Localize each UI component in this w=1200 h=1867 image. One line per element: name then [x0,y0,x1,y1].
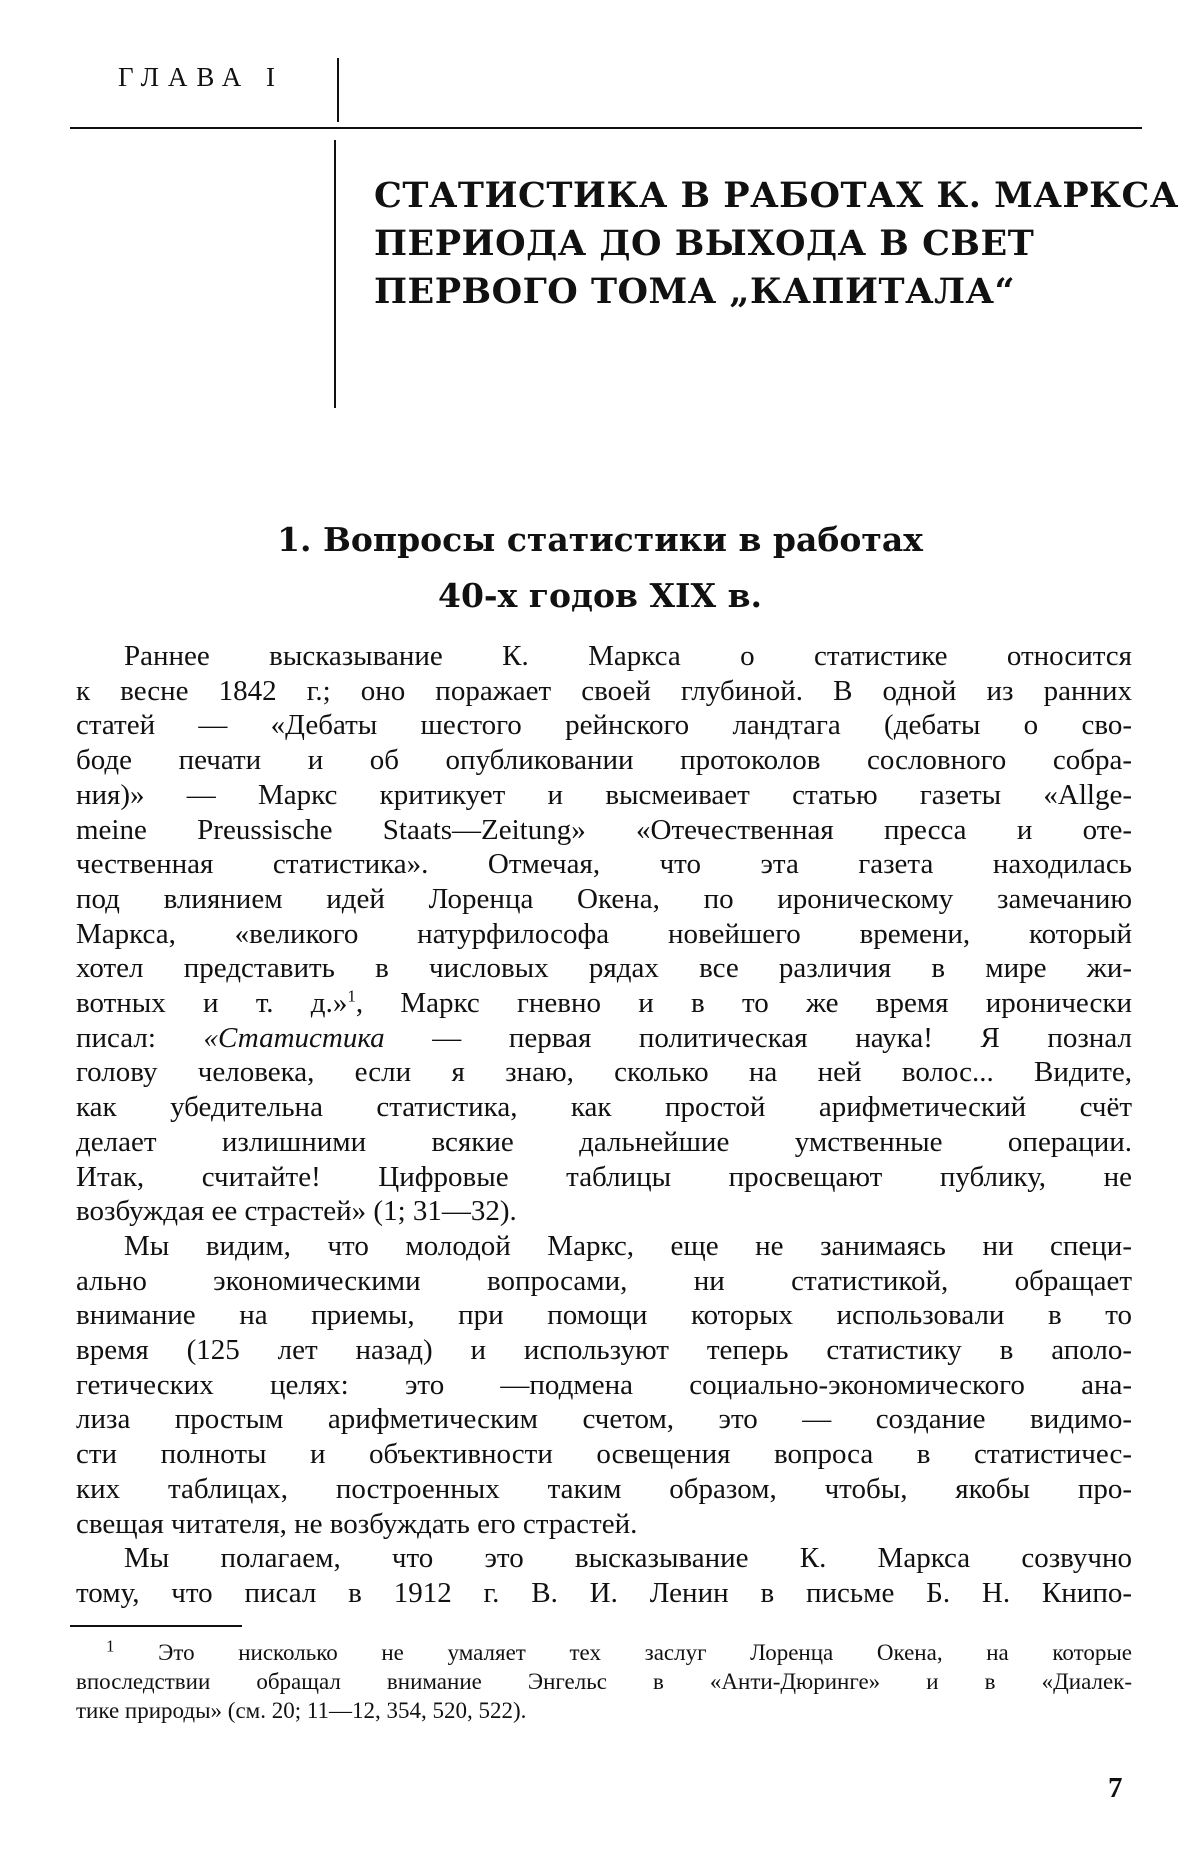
header-horizontal-rule [70,127,1142,129]
body-line-text: вотных и т. д.» [76,987,348,1020]
body-line: сти полноты и объективности освещения вопроса в статистичес- [76,1438,1132,1471]
body-line: ких таблицах, построенных таким образом, чтобы, якобы про- [76,1472,1132,1505]
body-line: время (125 лет назад) и используют теперь статистику в аполо- [76,1334,1132,1367]
chapter-title-line: ПЕРВОГО ТОМА „КАПИТАЛА“ [374,271,1016,312]
footnote [76,1638,1132,1725]
body-line: хотел представить в числовых рядах все различия в мире жи- [76,952,1132,985]
body-line: Мы видим, что молодой Маркс, еще не занимаясь ни специ- [124,1229,1132,1262]
footnote-line: тике природы» (см. 20; 11—12, 354, 520, 522). [76,1698,527,1723]
body-line: возбуждая ее страстей» (1; 31—32). [76,1195,517,1228]
footnote-reference[interactable]: 1 [347,986,356,1006]
body-line: Итак, считайте! Цифровые таблицы просвещают публику, не [76,1160,1132,1193]
section-heading-line: 1. Вопросы статистики в работах [277,520,923,559]
body-line: голову человека, если я знаю, сколько на ней волос... Видите, [76,1056,1132,1089]
footnote-marker: 1 [106,1636,115,1656]
section-heading-line: 40-х годов XIX в. [438,576,762,615]
body-line: под влиянием идей Лоренца Окена, по ироническому замечанию [76,882,1132,915]
chapter-title [374,172,1179,316]
body-line: как убедительна статистика, как простой арифметический счёт [76,1091,1132,1124]
body-line: ния)» — Маркс критикует и высмеивает статью газеты «Allge- [76,778,1132,811]
section-heading [0,512,1200,624]
body-line-with-italic [76,1021,1132,1056]
footnote-line-text: Это нисколько не умаляет тех заслуг Лоренца Окена, на которые [114,1640,1132,1665]
body-line: делает излишними всякие дальнейшие умственные операции. [76,1125,1132,1158]
body-line: статей — «Дебаты шестого рейнского ландтага (дебаты о сво- [76,709,1132,742]
body-text [76,639,1132,1611]
body-line: ально экономическими вопросами, ни статистикой, обращает [76,1264,1132,1297]
body-line: Раннее высказывание К. Маркса о статистике относится [124,640,1132,672]
body-line: meine Preussische Staats—Zeitung» «Отечественная пресса и оте- [76,813,1132,846]
header-vertical-rule-bottom [334,140,336,408]
chapter-title-line: ПЕРИОДА ДО ВЫХОДА В СВЕТ [374,223,1035,264]
body-line: гетических целях: это —подмена социально-экономического ана- [76,1368,1132,1401]
body-line: Мы полагаем, что это высказывание К. Маркса созвучно [124,1542,1132,1575]
body-line: чественная статистика». Отмечая, что эта газета находилась [76,848,1132,881]
chapter-title-line: СТАТИСТИКА В РАБОТАХ К. МАРКСА [374,175,1179,216]
body-line: лиза простым арифметическим счетом, это — создание видимо- [76,1403,1132,1436]
body-line: боде печати и об опубликовании протоколов сословного собра- [76,744,1132,777]
footnote-rule [70,1625,242,1627]
body-line: к весне 1842 г.; оно поражает своей глубиной. В одной из ранних [76,674,1132,707]
header-vertical-rule-top [337,58,339,122]
body-line-text: , Маркс гневно и в то же время иронически [355,987,1132,1020]
body-line: Маркса, «великого натурфилософа новейшего времени, который [76,917,1132,950]
body-line: тому, что писал в 1912 г. В. И. Ленин в письме Б. Н. Книпо- [76,1576,1132,1609]
body-line: внимание на приемы, при помощи которых использовали в то [76,1299,1132,1332]
body-line-text: писал: [76,1021,204,1054]
body-line: свещая читателя, не возбуждать его страстей. [76,1507,638,1540]
footnote-line [76,1638,1132,1667]
body-line-text: — первая политическая наука! Я познал [384,1021,1132,1054]
body-line-with-footnote-ref [76,986,1132,1021]
footnote-line: впоследствии обращал внимание Энгельс в «Анти-Дюринге» и в «Диалек- [76,1669,1132,1694]
chapter-label: ГЛАВА I [118,62,284,92]
italic-term: «Статистика [203,1021,385,1054]
page-number: 7 [1108,1772,1123,1804]
